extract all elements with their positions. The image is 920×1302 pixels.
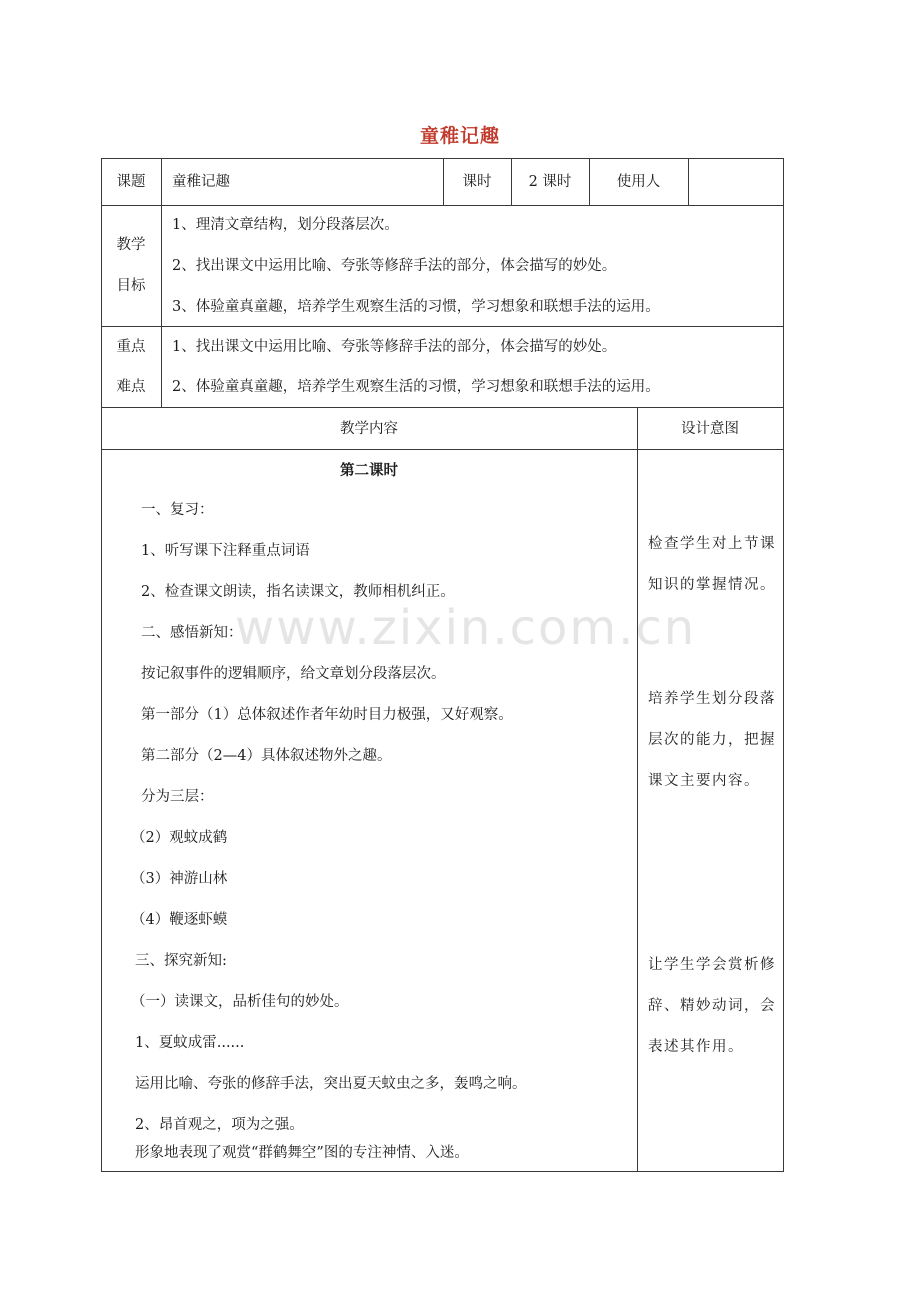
page-title: 童稚记趣 bbox=[419, 125, 500, 147]
content-column-header: 教学内容 bbox=[340, 421, 398, 437]
lesson-plan-table bbox=[101, 158, 784, 1172]
lesson-line: 1、听写课下注释重点词语 bbox=[141, 543, 310, 559]
row-divider bbox=[101, 449, 784, 450]
goals-label-line2: 目标 bbox=[116, 278, 146, 294]
intent-column-header: 设计意图 bbox=[681, 421, 739, 437]
lesson-line: 形象地表现了观赏“群鹤舞空”图的专注神情、入迷。 bbox=[135, 1145, 469, 1161]
lesson-line: （2）观蚊成鹤 bbox=[131, 830, 228, 846]
goal-item: 3、体验童真童趣，培养学生观察生活的习惯，学习想象和联想手法的运用。 bbox=[172, 299, 660, 315]
hours-value: 2 课时 bbox=[528, 174, 572, 190]
subject-value: 童稚记趣 bbox=[172, 174, 230, 190]
column-divider bbox=[637, 407, 638, 1172]
table-border-bottom bbox=[101, 1171, 784, 1172]
goal-item: 1、理清文章结构，划分段落层次。 bbox=[172, 217, 399, 233]
lesson-heading: 第二课时 bbox=[340, 463, 398, 479]
lesson-line: 2、检查课文朗读，指名读课文，教师相机纠正。 bbox=[141, 584, 455, 600]
table-border-left bbox=[101, 158, 102, 1172]
lesson-line: 按记叙事件的逻辑顺序，给文章划分段落层次。 bbox=[141, 666, 446, 682]
column-divider bbox=[688, 158, 689, 205]
row-divider bbox=[101, 326, 784, 327]
hours-label: 课时 bbox=[462, 174, 492, 190]
subject-label: 课题 bbox=[116, 174, 146, 190]
column-divider bbox=[161, 158, 162, 407]
keypoints-label-line2: 难点 bbox=[116, 379, 146, 395]
keypoint-item: 1、找出课文中运用比喻、夸张等修辞手法的部分，体会描写的妙处。 bbox=[172, 339, 617, 355]
lesson-line: （一）读课文，品析佳句的妙处。 bbox=[131, 994, 349, 1010]
watermark: www.zixin.com.cn bbox=[235, 600, 697, 656]
design-intent: 让学生学会赏析修辞、精妙动词，会表述其作用。 bbox=[648, 957, 776, 1055]
lesson-line: 2、昂首观之，项为之强。 bbox=[135, 1117, 304, 1133]
user-label: 使用人 bbox=[616, 174, 661, 190]
lesson-line: （3）神游山林 bbox=[131, 871, 228, 887]
design-intent: 培养学生划分段落层次的能力，把握课文主要内容。 bbox=[648, 691, 776, 789]
lesson-line: 1、夏蚊成雷...... bbox=[135, 1035, 245, 1051]
row-divider bbox=[101, 407, 784, 408]
lesson-line: 运用比喻、夸张的修辞手法，突出夏天蚊虫之多，轰鸣之响。 bbox=[135, 1076, 527, 1092]
keypoint-item: 2、体验童真童趣，培养学生观察生活的习惯，学习想象和联想手法的运用。 bbox=[172, 379, 660, 395]
goal-item: 2、找出课文中运用比喻、夸张等修辞手法的部分，体会描写的妙处。 bbox=[172, 258, 617, 274]
lesson-line: 三、探究新知: bbox=[135, 953, 227, 969]
lesson-line: （4）鞭逐虾蟆 bbox=[131, 912, 228, 928]
table-border-right bbox=[783, 158, 784, 1172]
row-divider bbox=[101, 205, 784, 206]
goals-label-line1: 教学 bbox=[116, 237, 146, 253]
keypoints-label-line1: 重点 bbox=[116, 339, 146, 355]
lesson-line: 二、感悟新知： bbox=[141, 625, 243, 641]
lesson-line: 第二部分（2—4）具体叙述物外之趣。 bbox=[141, 748, 392, 764]
lesson-line: 分为三层： bbox=[141, 789, 214, 805]
design-intent: 检查学生对上节课知识的掌握情况。 bbox=[648, 536, 776, 593]
lesson-line: 一、复习： bbox=[141, 502, 214, 518]
lesson-line: 第一部分（1）总体叙述作者年幼时目力极强，又好观察。 bbox=[141, 707, 513, 723]
